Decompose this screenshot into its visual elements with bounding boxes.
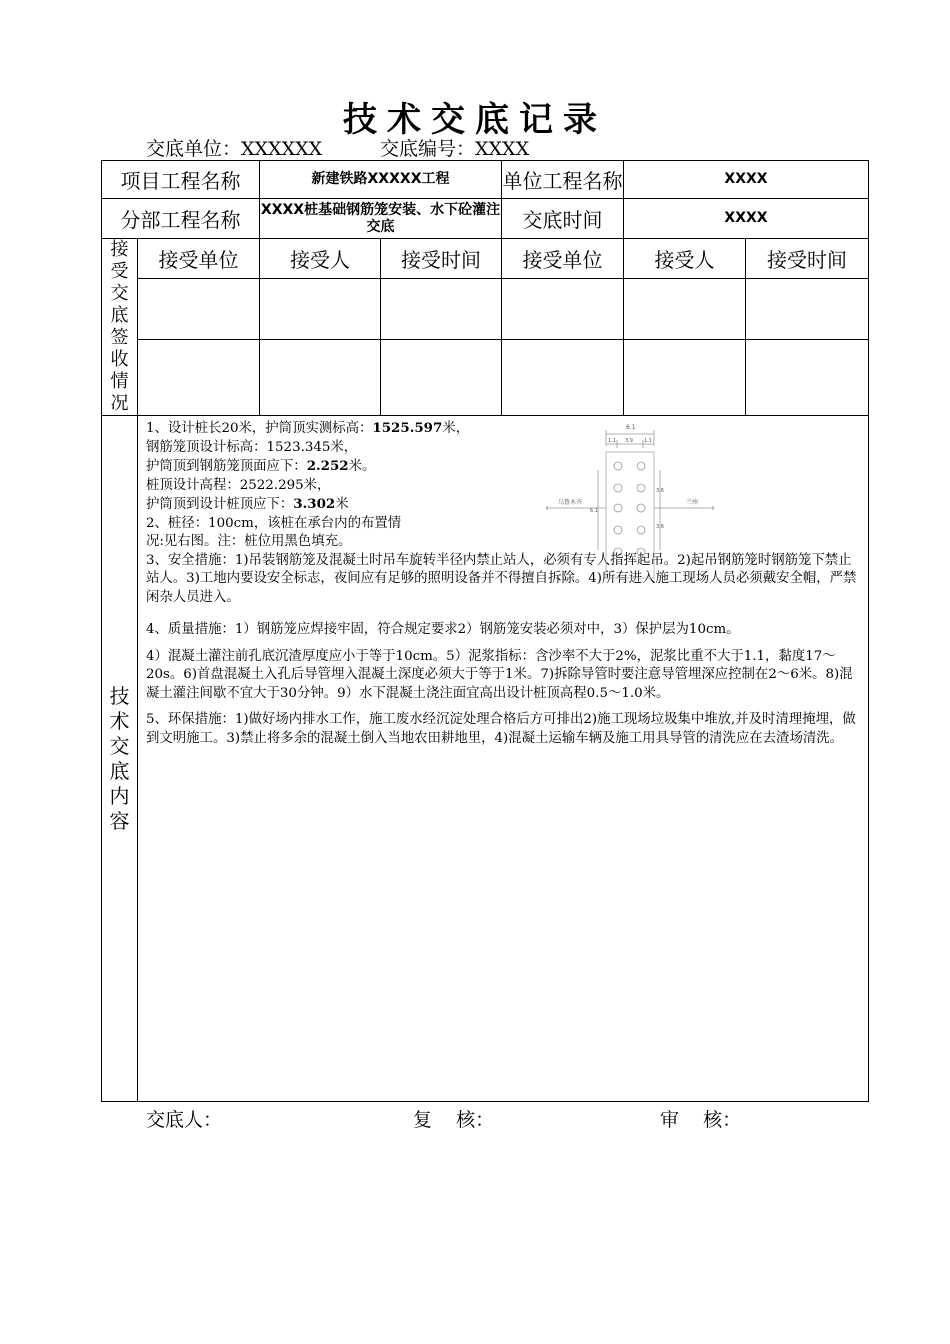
safety-measures: 3、安全措施：1)吊装钢筋笼及混凝土时吊车旋转半径内禁止站人，必须有专人指挥起吊。2)起吊钢筋笼时钢筋笼下禁止站人。3)工地内要设安全标志，夜间应有足够的照明设备并不得擅自拆除。4)所有进入施工现场人员必须戴安全帽，严禁闲杂人员进入。 (146, 552, 857, 605)
sign-cell[interactable] (381, 278, 502, 339)
unit-project-value: XXXX (624, 161, 869, 199)
dim-top: 6.1 (626, 424, 636, 431)
sign-cell[interactable] (260, 278, 381, 339)
content-line: 护筒顶到设计桩顶应下：3.302米 (146, 496, 349, 512)
label-east: 兰州 (686, 499, 699, 506)
dim-sub-3: 1.1 (644, 438, 652, 444)
content-line: 钢筋笼顶设计标高：1523.345米， (146, 439, 358, 455)
header-receiver: 接受人 (260, 239, 381, 279)
footer-review: 复 核： (413, 1109, 495, 1131)
label-west: 乌鲁木齐 (558, 499, 583, 506)
record-table (101, 160, 869, 1102)
project-name-label: 项目工程名称 (102, 161, 260, 199)
handover-time-value: XXXX (624, 199, 869, 239)
content-line: 1、设计桩长20米，护筒顶实测标高：1525.597米， (146, 420, 470, 436)
dim-sub-2: 3.9 (625, 438, 633, 444)
header-receiving-unit: 接受单位 (138, 239, 260, 279)
sign-cell[interactable] (624, 278, 746, 339)
sign-cell[interactable] (746, 278, 869, 339)
sign-cell[interactable] (138, 278, 260, 339)
footer-approve: 审 核： (660, 1109, 742, 1131)
content-line: 2、桩径：100cm，该桩在承台内的布置情 (146, 515, 402, 531)
content-body (138, 416, 869, 1102)
header-receiver-2: 接受人 (624, 239, 746, 279)
header-receiving-unit-2: 接受单位 (502, 239, 624, 279)
sign-cell[interactable] (138, 339, 260, 415)
header-receive-time-2: 接受时间 (746, 239, 869, 279)
sign-cell[interactable] (502, 278, 624, 339)
footer-handover-person: 交底人： (146, 1109, 223, 1131)
sign-cell[interactable] (502, 339, 624, 415)
handover-unit: 交底单位：XXXXXX (146, 138, 323, 160)
sign-receipt-label: 接 受 交 底 签 收 情 况 (102, 239, 138, 416)
dim-left: 6.1 (590, 508, 598, 514)
pile-layout-diagram (546, 420, 716, 580)
sign-cell[interactable] (746, 339, 869, 415)
document-title: 技术交底记录 (343, 100, 607, 140)
handover-code: 交底编号：XXXX (380, 138, 530, 160)
sign-cell[interactable] (260, 339, 381, 415)
content-line: 护筒顶到钢筋笼顶面应下：2.252米。 (146, 458, 376, 474)
environmental-measures: 5、环保措施：1)做好场内排水工作，施工废水经沉淀处理合格后方可排出2)施工现场垃圾集中堆放,并及时清理掩埋，做到文明施工。3)禁止将多余的混凝土倒入当地农田耕地里，4)混凝土运输车辆及施工用具导管的清洗应在去渣场清洗。 (146, 712, 856, 746)
sub-project-label: 分部工程名称 (102, 199, 260, 239)
dim-side-1: 3.6 (656, 488, 664, 494)
sign-cell[interactable] (624, 339, 746, 415)
dim-side-2: 3.6 (656, 524, 664, 530)
handover-time-label: 交底时间 (502, 199, 624, 239)
unit-project-label: 单位工程名称 (502, 161, 624, 199)
sign-cell[interactable] (381, 339, 502, 415)
sub-project-value: XXXX桩基础钢筋笼安装、水下砼灌注交底 (260, 199, 502, 239)
content-label: 技 术 交 底 内 容 (102, 416, 138, 1102)
content-line: 况:见右图。注：桩位用黑色填充。 (146, 534, 352, 549)
quality-measures-detail: 4）混凝土灌注前孔底沉渣厚度应小于等于10cm。5）泥浆指标：含沙率不大于2%，泥浆比重不大于1.1，黏度17～20s。6)首盘混凝土入孔后导管埋入混凝土深度必须大于等于1米。7)拆除导管时要注意导管埋深应控制在2～6米。8)混凝土灌注间歇不宜大于30分钟。9）水下混凝土浇注面宜高出设计桩顶高程0.5～1.0米。 (146, 648, 853, 701)
dim-sub-1: 1.1 (608, 438, 616, 444)
header-receive-time: 接受时间 (381, 239, 502, 279)
content-line: 桩顶设计高程：2522.295米， (146, 477, 331, 493)
project-name-value: 新建铁路XXXXX工程 (260, 161, 502, 199)
quality-measures: 4、质量措施：1）钢筋笼应焊接牢固，符合规定要求2）钢筋笼安装必须对中，3）保护层为10cm。 (146, 622, 740, 637)
